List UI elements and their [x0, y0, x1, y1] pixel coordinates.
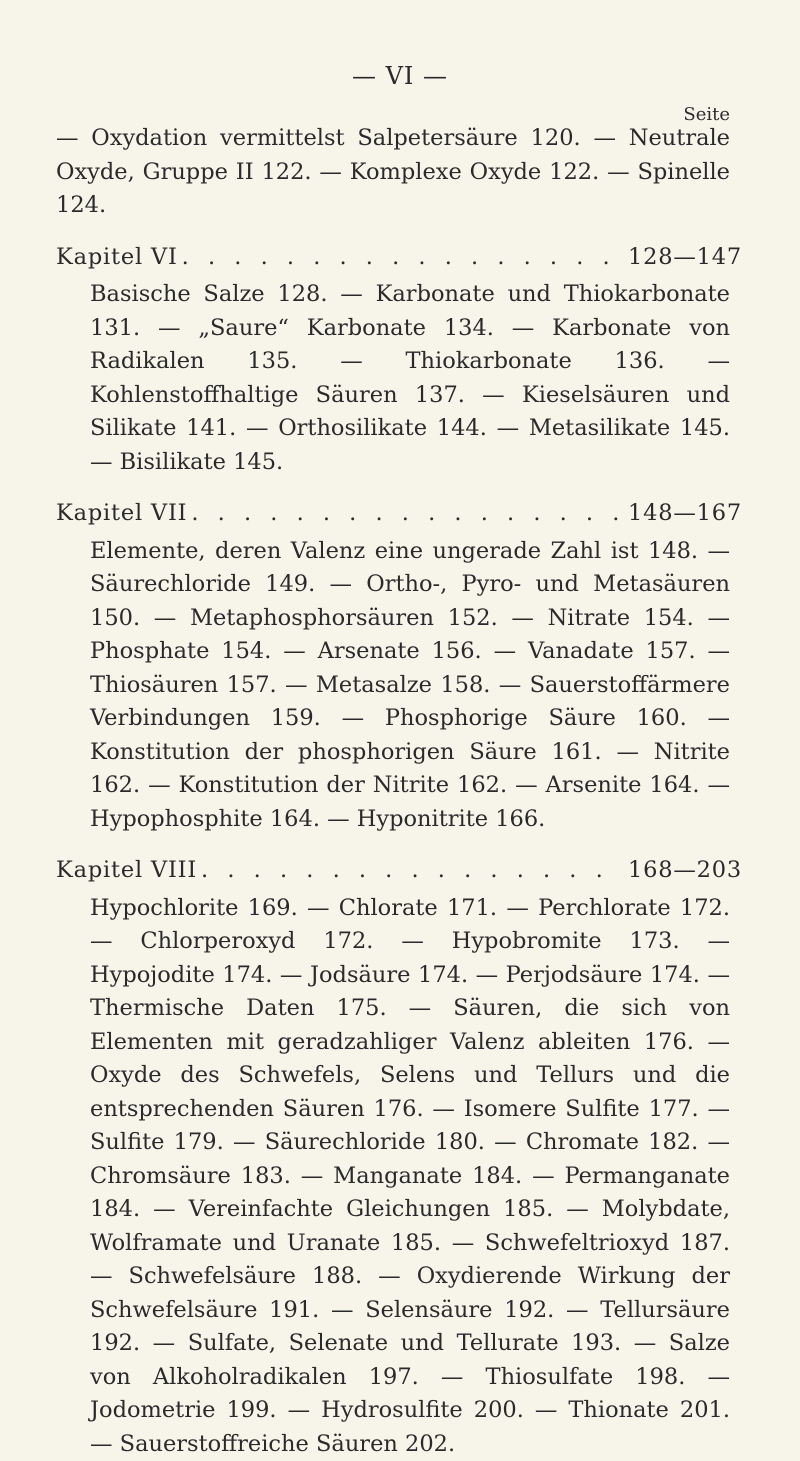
leader-dots	[201, 854, 624, 888]
lead-paragraph: — Oxydation vermittelst Salpetersäure 120. — Neutrale Oxyde, Gruppe II 122. — Komplexe Oxyde 122. — Spinelle 124.	[56, 122, 730, 223]
chapter-pages: 148—167	[628, 497, 742, 531]
chapter-pages: 168—203	[628, 854, 742, 888]
chapter-viii-contents: Hypochlorite 169. — Chlorate 171. — Perchlorate 172. — Chlorperoxyd 172. — Hypobromite 173. — Hypojodite 174. — Jodsäure 174. — Perjodsäure 174. — Thermische Daten 175. — Säuren, die sich von Elementen mit geradzahliger Valenz ableiten 176. — Oxyde des Schwefels, Selens und Tellurs und die entsprechenden Säuren 176. — Isomere Sulfite 177. — Sulfite 179. — Säurechloride 180. — Chromate 182. — Chromsäure 183. — Manganate 184. — Permanganate 184. — Vereinfachte Gleichungen 185. — Molybdate, Wolframate und Uranate 185. — Schwefeltrioxyd 187. — Schwefelsäure 188. — Oxydierende Wirkung der Schwefelsäure 191. — Selensäure 192. — Tellursäure 192. — Sulfate, Selenate und Tellurate 193. — Salze von Alkoholradikalen 197. — Thiosulfate 198. — Jodometrie 199. — Hydrosulfite 200. — Thionate 201. — Sauerstoffreiche Säuren 202.	[90, 892, 730, 1461]
running-head: — VI —	[0, 62, 800, 90]
leader-dots	[191, 497, 624, 531]
chapter-vii-heading	[56, 497, 730, 531]
chapter-title: Kapitel VI	[56, 241, 178, 275]
chapter-title: Kapitel VII	[56, 497, 187, 531]
chapter-vi-contents: Basische Salze 128. — Karbonate und Thiokarbonate 131. — „Saure“ Karbonate 134. — Karbonate von Radikalen 135. — Thiokarbonate 136. — Kohlenstoffhaltige Säuren 137. — Kieselsäuren und Silikate 141. — Orthosilikate 144. — Metasilikate 145. — Bisilikate 145.	[90, 278, 730, 479]
chapter-vi-heading	[56, 241, 730, 275]
chapter-vii-contents: Elemente, deren Valenz eine ungerade Zahl ist 148. — Säurechloride 149. — Ortho-, Pyro- und Metasäuren 150. — Metaphosphorsäuren 152. — Nitrate 154. — Phosphate 154. — Arsenate 156. — Vanadate 157. — Thiosäuren 157. — Metasalze 158. — Sauerstoffärmere Verbindungen 159. — Phosphorige Säure 160. — Konstitution der phosphorigen Säure 161. — Nitrite 162. — Konstitution der Nitrite 162. — Arsenite 164. — Hypophosphite 164. — Hyponitrite 166.	[90, 535, 730, 837]
chapter-pages: 128—147	[628, 241, 742, 275]
seite-label: Seite	[683, 104, 730, 125]
toc-text	[56, 118, 730, 1461]
leader-dots	[182, 241, 624, 275]
chapter-title: Kapitel VIII	[56, 854, 197, 888]
chapter-viii-heading	[56, 854, 730, 888]
